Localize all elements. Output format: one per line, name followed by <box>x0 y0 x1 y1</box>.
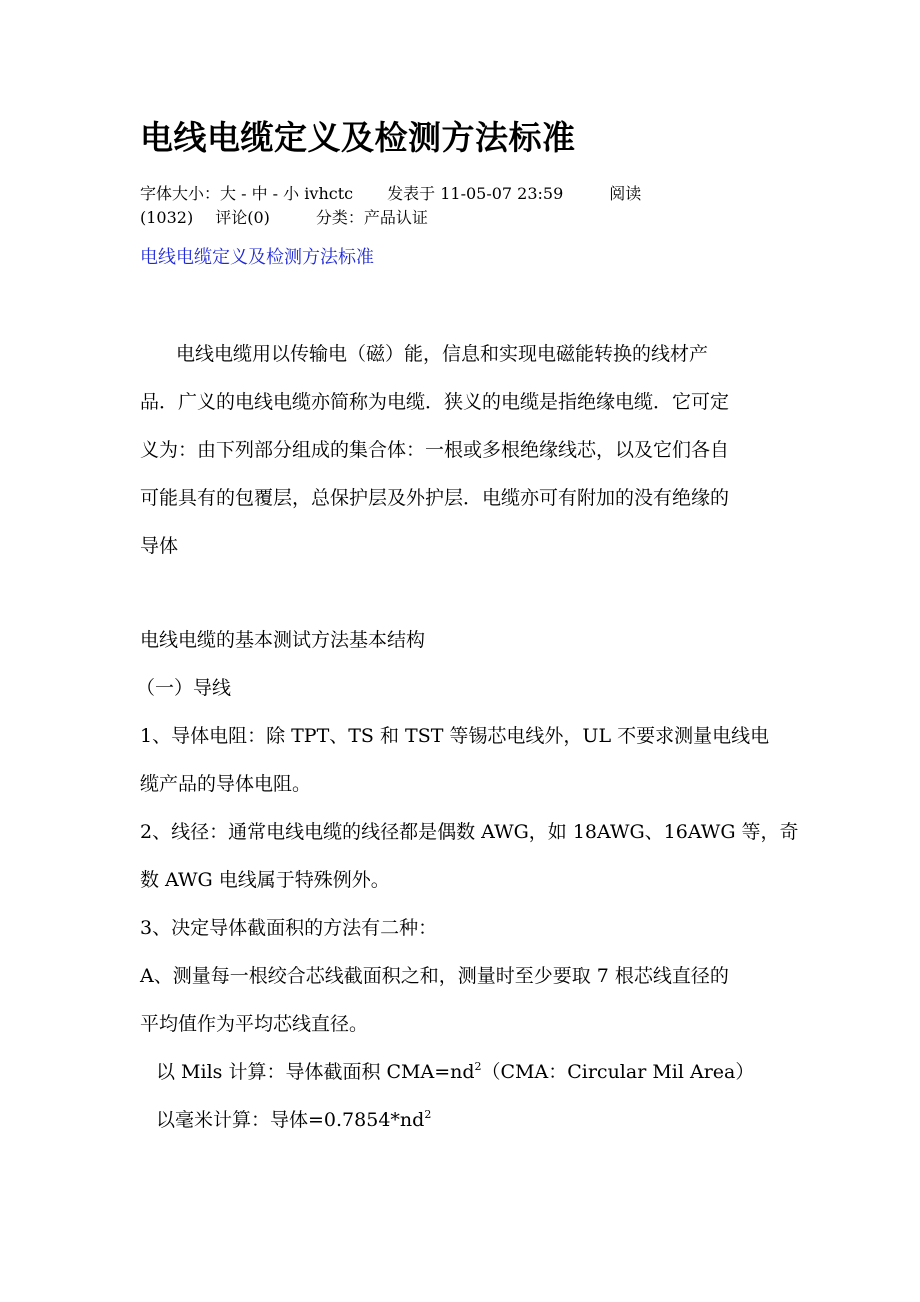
subtitle-link[interactable]: 电线电缆定义及检测方法标准 <box>140 247 374 268</box>
text-line: 电线电缆用以传输电（磁）能，信息和实现电磁能转换的线材产 <box>176 343 709 365</box>
font-size-options[interactable]: 大 - 中 - 小 <box>220 184 300 203</box>
formula-mm <box>156 1096 431 1144</box>
text-line: 导体 <box>140 535 179 557</box>
formula-mm-text: 以毫米计算：导体=0.7854*nd <box>156 1109 425 1131</box>
text-line: 可能具有的包覆层，总保护层及外护层．电缆亦可有附加的没有绝缘的 <box>140 487 730 509</box>
text-line: 缆产品的导体电阻。 <box>140 773 312 795</box>
posted-label: 发表于 <box>387 184 436 203</box>
section-conductor-heading: （一）导线 <box>136 677 232 699</box>
read-count: (1032) <box>140 208 194 227</box>
item-wire-gauge <box>140 808 799 904</box>
meta-line-1 <box>140 182 780 206</box>
text-line: 数 AWG 电线属于特殊例外。 <box>140 869 390 891</box>
author-name[interactable]: ivhctc <box>304 184 354 203</box>
item-method-a <box>140 952 729 1048</box>
article-meta <box>140 182 780 230</box>
formula-mils <box>156 1048 754 1096</box>
article-title: 电线电缆定义及检测方法标准 <box>140 118 576 157</box>
category-link[interactable]: 产品认证 <box>363 208 428 227</box>
item-conductor-resistance <box>140 712 769 808</box>
category-label: 分类： <box>315 208 364 227</box>
text-line: 义为：由下列部分组成的集合体：一根或多根绝缘线芯，以及它们各自 <box>140 439 730 461</box>
text-line: 2、线径：通常电线电缆的线径都是偶数 AWG，如 18AWG、16AWG 等，奇 <box>140 821 799 843</box>
item-cross-section-methods: 3、决定导体截面积的方法有二种： <box>140 917 438 939</box>
text-line: 品．广义的电线电缆亦简称为电缆．狭义的电缆是指绝缘电缆．它可定 <box>140 391 730 413</box>
text-line: 1、导体电阻：除 TPT、TS 和 TST 等锡芯电线外，UL 不要求测量电线电 <box>140 725 770 747</box>
formula-mm-exponent: 2 <box>424 1108 432 1121</box>
formula-mils-exponent: 2 <box>474 1060 482 1073</box>
definition-paragraph <box>140 330 729 570</box>
meta-line-2 <box>140 206 780 230</box>
read-label: 阅读 <box>609 184 642 203</box>
basic-test-heading: 电线电缆的基本测试方法基本结构 <box>140 629 426 651</box>
text-line: A、测量每一根绞合芯线截面积之和，测量时至少要取 7 根芯线直径的 <box>140 965 729 987</box>
text-line: 平均值作为平均芯线直径。 <box>140 1013 369 1035</box>
font-size-label: 字体大小： <box>140 184 221 203</box>
posted-time: 11-05-07 23:59 <box>440 184 564 203</box>
formula-mils-note: （CMA：Circular Mil Area） <box>481 1061 755 1083</box>
formula-mils-text: 以 Mils 计算：导体截面积 CMA=nd <box>156 1061 475 1083</box>
comment-link[interactable]: 评论(0) <box>215 208 270 227</box>
